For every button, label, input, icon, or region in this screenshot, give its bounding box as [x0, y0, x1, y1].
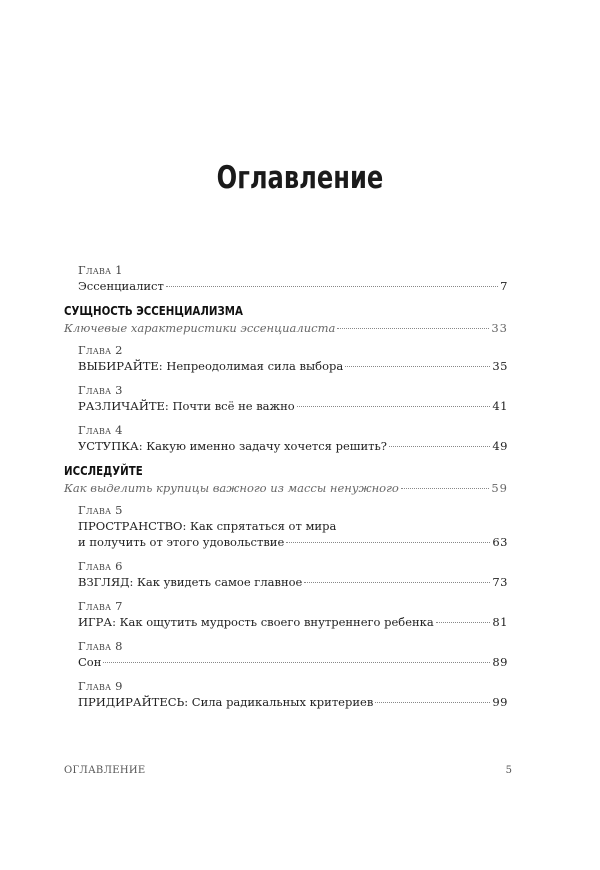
toc-chapter-6 — [78, 558, 508, 590]
page-number: 33 — [491, 321, 508, 335]
dot-leader — [345, 366, 490, 367]
page-number: 35 — [492, 359, 508, 373]
chapter-title: ВЗГЛЯД: Как увидеть самое главное — [78, 575, 303, 589]
toc-entry[interactable] — [78, 534, 508, 550]
dot-leader — [297, 406, 491, 407]
page-number: 59 — [491, 481, 508, 495]
chapter-title: УСТУПКА: Какую именно задачу хочется решить? — [78, 439, 387, 453]
chapter-title: РАЗЛИЧАЙТЕ: Почти всё не важно — [78, 399, 295, 413]
dot-leader — [304, 582, 490, 583]
chapter-label: Глава 9 — [78, 679, 123, 693]
toc-entry[interactable] — [78, 278, 508, 294]
chapter-label: Глава 5 — [78, 503, 123, 517]
page-number: 99 — [492, 695, 508, 709]
toc-chapter-8 — [78, 638, 508, 670]
toc-part-1 — [64, 302, 508, 336]
page-number: 73 — [492, 575, 508, 589]
chapter-label: Глава 1 — [78, 263, 123, 277]
page-number: 41 — [492, 399, 508, 413]
toc-chapter-4 — [78, 422, 508, 454]
page-title: Оглавление — [216, 160, 384, 196]
chapter-title: ПРИДИРАЙТЕСЬ: Сила радикальных критериев — [78, 695, 374, 709]
toc-chapter-9 — [78, 678, 508, 710]
part-subtitle-entry[interactable] — [64, 480, 508, 496]
chapter-title: ИГРА: Как ощутить мудрость своего внутреннего ребенка — [78, 615, 434, 629]
dot-leader — [375, 702, 490, 703]
dot-leader — [389, 446, 490, 447]
toc-chapter-2 — [78, 342, 508, 374]
part-title: ИССЛЕДУЙТЕ — [64, 463, 143, 478]
dot-leader — [337, 328, 489, 329]
dot-leader — [166, 286, 498, 287]
dot-leader — [286, 542, 490, 543]
chapter-label: Глава 2 — [78, 343, 123, 357]
toc-chapter-1 — [78, 262, 508, 294]
toc-part-2 — [64, 462, 508, 496]
toc-chapter-7 — [78, 598, 508, 630]
dot-leader — [103, 662, 490, 663]
chapter-label: Глава 4 — [78, 423, 123, 437]
chapter-title: и получить от этого удовольствие — [78, 535, 285, 549]
toc-entry[interactable] — [78, 438, 508, 454]
dot-leader — [401, 488, 490, 489]
page-number: 7 — [500, 279, 508, 293]
table-of-contents — [64, 262, 508, 718]
toc-entry[interactable] — [78, 398, 508, 414]
toc-chapter-3 — [78, 382, 508, 414]
toc-entry[interactable] — [78, 694, 508, 710]
chapter-title: Сон — [78, 655, 102, 669]
page-number: 81 — [492, 615, 508, 629]
chapter-title: Эссенциалист — [78, 279, 164, 293]
part-subtitle: Ключевые характеристики эссенциалиста — [64, 321, 336, 335]
chapter-title: ВЫБИРАЙТЕ: Непреодолимая сила выбора — [78, 359, 344, 373]
page-footer — [64, 765, 512, 776]
page-number: 49 — [492, 439, 508, 453]
chapter-label: Глава 3 — [78, 383, 123, 397]
chapter-label: Глава 8 — [78, 639, 123, 653]
running-head: ОГЛАВЛЕНИЕ — [64, 765, 146, 776]
toc-chapter-5 — [78, 502, 508, 550]
page-number: 89 — [492, 655, 508, 669]
toc-entry[interactable] — [78, 614, 508, 630]
folio-page-number: 5 — [505, 765, 512, 776]
toc-entry[interactable] — [78, 358, 508, 374]
toc-entry[interactable] — [78, 654, 508, 670]
part-title: СУЩНОСТЬ ЭССЕНЦИАЛИЗМА — [64, 303, 243, 318]
toc-entry[interactable] — [78, 574, 508, 590]
chapter-title-line-1[interactable]: ПРОСТРАНСТВО: Как спрятаться от мира — [78, 519, 337, 533]
page-number: 63 — [492, 535, 508, 549]
chapter-label: Глава 7 — [78, 599, 123, 613]
dot-leader — [436, 622, 491, 623]
chapter-label: Глава 6 — [78, 559, 123, 573]
part-subtitle-entry[interactable] — [64, 320, 508, 336]
part-subtitle: Как выделить крупицы важного из массы ненужного — [64, 481, 399, 495]
